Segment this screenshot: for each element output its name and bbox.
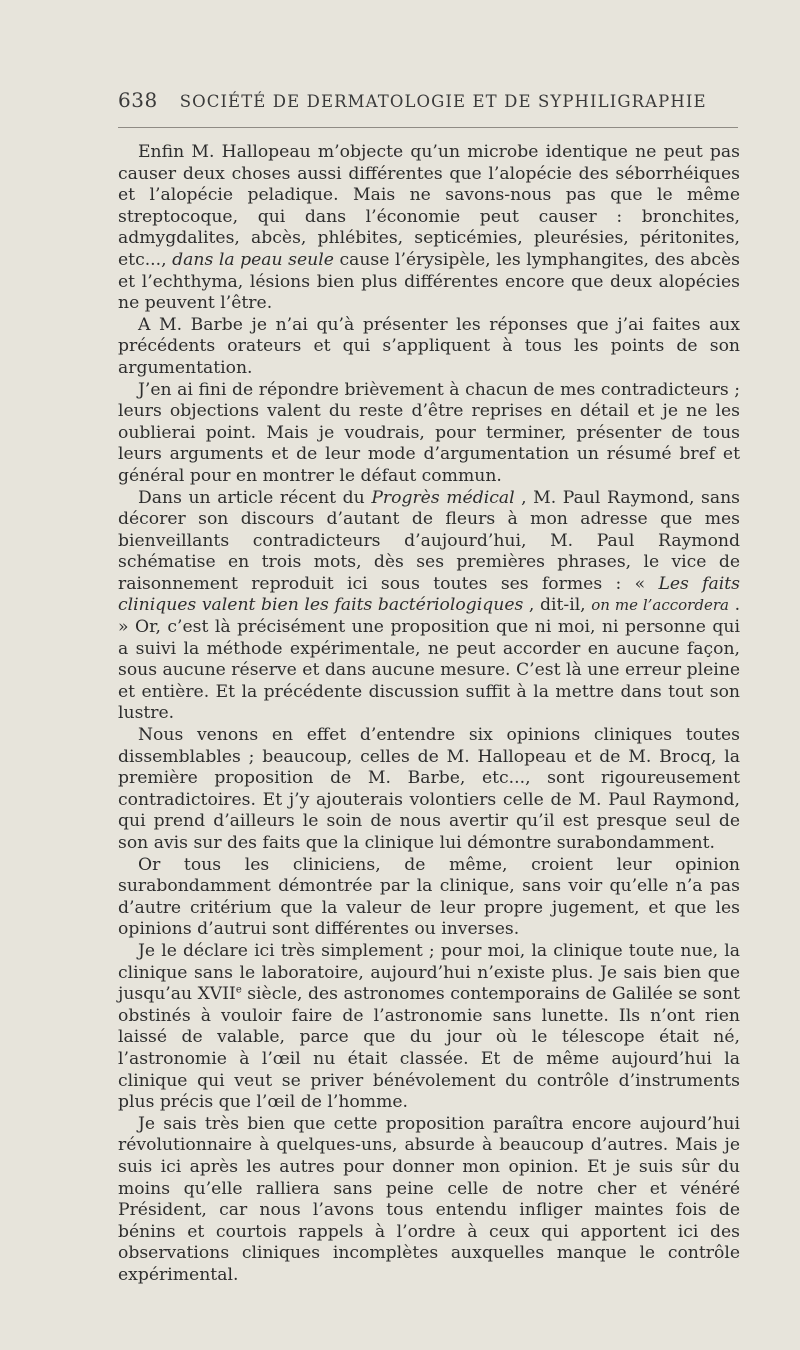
paragraph: A M. Barbe je n’ai qu’à présenter les réponses que j’ai faites aux précédents orateurs et qui s’appliquent à tous les points de son argumentation. xyxy=(118,314,740,378)
italic-phrase: dans la peau seule xyxy=(172,249,334,270)
running-header xyxy=(118,88,738,118)
paragraph: Je sais très bien que cette proposition paraîtra encore aujourd’hui révolutionnaire à quelques-uns, absurde à beaucoup d’autres. Mais je suis ici après les autres pour donner mon opinion. Et je suis sûr du moins qu’elle ralliera sans peine celle de notre cher et vénéré Président, car nous l’avons tous entendu infliger maintes fois de bénins et courtois rappels à l’ordre à ceux qui apportent ici des observations cliniques incomplètes auxquelles manque le contrôle expérimental. xyxy=(118,1113,740,1285)
paragraph xyxy=(118,142,740,315)
journal-title: Progrès médical xyxy=(371,487,515,508)
quoted-aside: on me l’accordera xyxy=(591,596,729,615)
paragraph-text: siècle, des astronomes contemporains de Galilée se sont obstinés à vouloir faire de l’astronomie sans lunette. Ils n’ont rien laissé de valable, parce que du jour où le télescope était né, l’astronomie à l’œil nu était classée. Et de même aujourd’hui la clinique qui veut se priver bénévolement du contrôle d’instruments plus précis que l’œil de l’homme. xyxy=(118,984,741,1113)
paragraph-text: Enfin M. Hallopeau m’objecte qu’un microbe identique ne peut pas causer deux choses aussi différentes que l’alopécie des séborrhéiques et l’alopécie peladique. Mais ne savons-nous pas que le même streptocoque, qui dans l’économie peut causer : bronchites, admygdalites, abcès, phlébites, septicémies, pleurésies, péritonites, etc..., xyxy=(118,142,740,270)
page-number: 638 xyxy=(118,88,158,112)
header-rule xyxy=(118,127,738,128)
paragraph: Or tous les cliniciens, de même, croient leur opinion surabondamment démontrée par la clinique, sans voir qu’elle n’a pas d’autre critérium que la valeur de leur propre jugement, et que les opinions d’autrui sont différentes ou inverses. xyxy=(118,854,740,940)
superscript-ordinal: e xyxy=(235,984,242,996)
paragraph-text: , dit-il, xyxy=(528,595,592,616)
paragraph-text: cause l’érysipèle, les lymphangites, des abcès et l’echthyma, lésions bien plus différentes encore que deux alopécies ne peuvent l’être. xyxy=(118,249,740,314)
paragraph: J’en ai fini de répondre brièvement à chacun de mes contradicteurs ; leurs objections valent du reste d’être reprises en détail et je ne les oublierai point. Mais je voudrais, pour terminer, présenter de tous leurs arguments et de leur mode d’argumentation un résumé bref et général pour en montrer le défaut commun. xyxy=(118,379,740,486)
paragraph: Nous venons en effet d’entendre six opinions cliniques toutes dissemblables ; beaucoup, celles de M. Hallopeau et de M. Brocq, la première proposition de M. Barbe, etc..., sont rigoureusement contradictoires. Et j’y ajouterais volontiers celle de M. Paul Raymond, qui prend d’ailleurs le soin de nous avertir qu’il est presque seul de son avis sur des faits que la clinique lui démontre surabondamment. xyxy=(118,725,740,853)
paragraph-text: , M. Paul Raymond, sans décorer son discours d’autant de fleurs à mon adresse que mes bienveillants contradicteurs d’aujourd’hui, M. Paul Raymond schématise en trois mots, dès ses premières phrases, le vice de raisonnement reproduit ici sous toutes ses formes : « xyxy=(118,487,740,594)
running-title: SOCIÉTÉ DE DERMATOLOGIE ET DE SYPHILIGRAPHIE xyxy=(179,92,707,111)
paragraph-text: Je le déclare ici très simplement ; pour moi, la clinique toute nue, la clinique sans le laboratoire, aujourd’hui n’existe plus. Je sais bien que jusqu’au XVII xyxy=(118,940,740,1005)
quoted-statement: Les faits cliniques valent bien les faits bactériologiques xyxy=(118,573,740,616)
body-text xyxy=(118,142,740,1286)
paragraph xyxy=(118,941,740,1114)
paragraph-text: Dans un article récent du xyxy=(138,487,372,508)
paragraph-text: . » Or, c’est là précisément une proposition que ni moi, ni personne qui a suivi la méthode expérimentale, ne peut accorder en aucune façon, sous aucune réserve et dans aucune mesure. C’est là une erreur pleine et entière. Et la précédente discussion suffit à la mettre dans tout son lustre. xyxy=(118,595,741,724)
paragraph xyxy=(118,488,740,726)
